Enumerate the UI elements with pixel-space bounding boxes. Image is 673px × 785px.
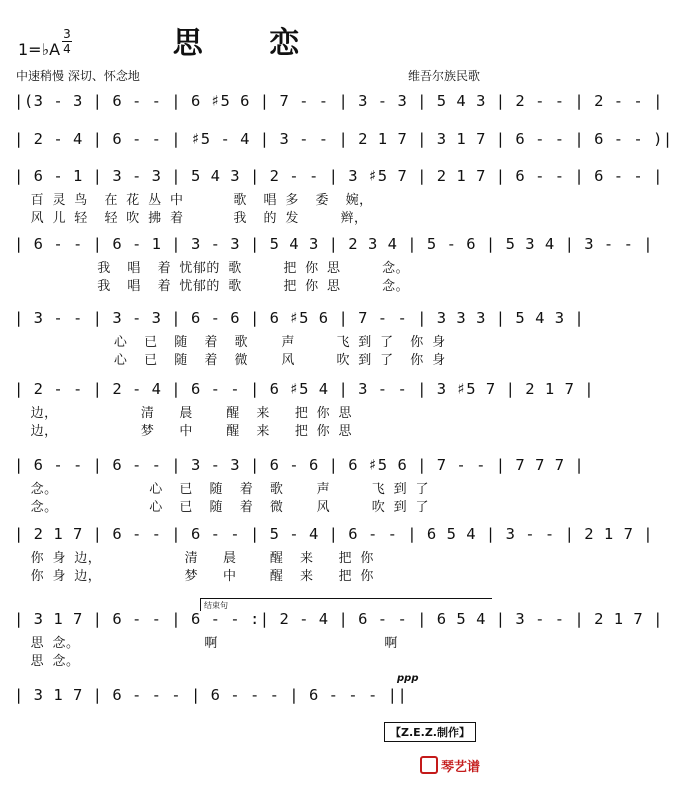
time-signature <box>62 28 72 55</box>
site-logo <box>420 756 480 775</box>
lyrics-verse-2: 我 唱 着 忧郁的 歌 把 你 思 念。 <box>14 279 410 294</box>
lyrics-verse-1: 我 唱 着 忧郁的 歌 把 你 思 念。 <box>14 261 410 276</box>
logo-icon <box>420 756 438 774</box>
notation-line: | 3 1 7 | 6 - - - | 6 - - - | 6 - - - || <box>14 686 408 704</box>
notation-line: |(3 - 3 | 6 - - | 6 ♯5 6 | 7 - - | 3 - 3 | 5 4 3 | 2 - - | 2 - - | <box>14 92 663 110</box>
notation-line: | 2 - - | 2 - 4 | 6 - - | 6 ♯5 4 | 3 - - | 3 ♯5 7 | 2 1 7 | <box>14 380 595 398</box>
tempo-marking: 中速稍慢 深切、怀念地 <box>16 69 140 83</box>
lyrics-verse-2: 你 身 边， 梦 中 醒 来 把 你 <box>14 569 374 584</box>
dynamic-marking: ppp <box>397 673 419 684</box>
notation-line: | 6 - 1 | 3 - 3 | 5 4 3 | 2 - - | 3 ♯5 7 | 2 1 7 | 6 - - | 6 - - | <box>14 167 663 185</box>
meter-bottom: 4 <box>63 42 71 56</box>
lyrics-verse-1: 你 身 边， 清 晨 醒 来 把 你 <box>14 551 374 566</box>
lyrics-verse-2: 心 已 随 着 微 风 吹 到 了 你 身 <box>14 353 446 368</box>
lyrics-verse-1: 思 念。 啊 啊 <box>14 636 398 651</box>
meter-top: 3 <box>63 27 71 41</box>
coda-label: 结束句 <box>204 601 228 610</box>
notation-line: | 3 1 7 | 6 - - | 6 - - :| 2 - 4 | 6 - - | 6 5 4 | 3 - - | 2 1 7 | <box>14 610 663 628</box>
lyrics-verse-2: 念。 心 已 随 着 微 风 吹 到 了 <box>14 500 429 515</box>
lyrics-verse-1: 边， 清 晨 醒 来 把 你 思 <box>14 406 352 421</box>
lyrics-verse-1: 念。 心 已 随 着 歌 声 飞 到 了 <box>14 482 429 497</box>
lyrics-verse-2: 思 念。 <box>14 654 80 669</box>
production-credit: 【Z.E.Z.制作】 <box>384 722 476 742</box>
key-signature: 1=♭A <box>18 40 61 59</box>
lyrics-verse-1: 心 已 随 着 歌 声 飞 到 了 你 身 <box>14 335 446 350</box>
lyrics-verse-2: 边， 梦 中 醒 来 把 你 思 <box>14 424 352 439</box>
page-title: 思 恋 <box>172 26 328 61</box>
lyrics-verse-1: 百 灵 鸟 在 花 丛 中 歌 唱 多 委 婉， <box>14 193 373 208</box>
notation-line: | 6 - - | 6 - 1 | 3 - 3 | 5 4 3 | 2 3 4 | 5 - 6 | 5 3 4 | 3 - - | <box>14 235 654 253</box>
logo-text: 琴艺谱 <box>440 760 480 775</box>
notation-line: | 2 - 4 | 6 - - | ♯5 - 4 | 3 - - | 2 1 7 | 3 1 7 | 6 - - | 6 - - )| <box>14 130 673 148</box>
notation-line: | 6 - - | 6 - - | 3 - 3 | 6 - 6 | 6 ♯5 6 | 7 - - | 7 7 7 | <box>14 456 585 474</box>
notation-line: | 3 - - | 3 - 3 | 6 - 6 | 6 ♯5 6 | 7 - - | 3 3 3 | 5 4 3 | <box>14 309 585 327</box>
lyrics-verse-2: 风 儿 轻 轻 吹 拂 着 我 的 发 辫， <box>14 211 368 226</box>
notation-line: | 2 1 7 | 6 - - | 6 - - | 5 - 4 | 6 - - | 6 5 4 | 3 - - | 2 1 7 | <box>14 525 654 543</box>
composer-credit: 维吾尔族民歌 <box>407 69 480 83</box>
